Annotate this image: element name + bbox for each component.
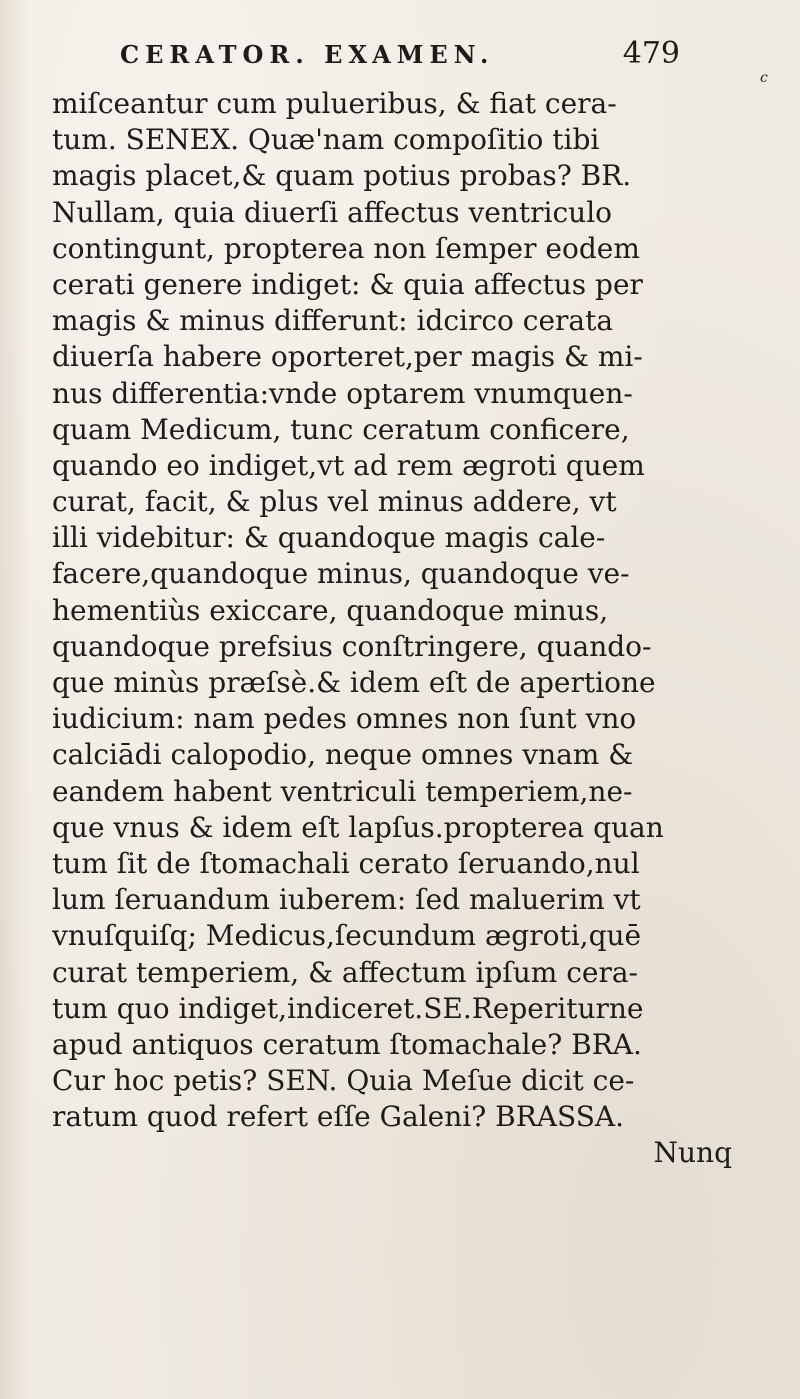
text-line: Nullam, quia diuerſi affectus ventriculo: [52, 195, 613, 229]
text-line: contingunt, propterea non ſemper eodem: [52, 231, 640, 265]
text-line: illi videbitur: & quandoque magis cale-: [52, 521, 606, 555]
page-number: 479: [622, 36, 680, 71]
text-line: quando eo indiget,vt ad rem ægroti quem: [52, 448, 645, 482]
text-line: hementiùs exiccare, quandoque minus,: [52, 593, 609, 627]
text-line: iudicium: nam pedes omnes non ſunt vno: [52, 702, 637, 736]
text-line: calciādi calopodio, neque omnes vnam &: [52, 738, 634, 772]
text-line: nus differentia:vnde optarem vnumquen-: [52, 376, 633, 410]
margin-mark: c: [760, 70, 768, 86]
body-text: [52, 86, 752, 1172]
text-line: que minùs præſsè.& idem eſt de apertione: [52, 666, 656, 699]
text-line: que vnus & idem eſt lapſus.propterea quan: [52, 810, 664, 844]
running-head: CERATOR. EXAMEN.: [120, 40, 495, 69]
text-line: Cur hoc petis? SEN. Quia Meſue dicit ce-: [52, 1064, 635, 1098]
page-header: [120, 34, 680, 80]
text-line: vnuſquiſq; Medicus,ſecundum ægroti,quē: [52, 919, 642, 953]
text-line: lum ſeruandum iuberem: ſed maluerim vt: [52, 883, 641, 917]
text-line: tum. SENEX. Quæ'nam compoſitio tibi: [52, 123, 600, 157]
text-line: curat, facit, & plus vel minus addere, vt: [52, 485, 617, 519]
text-line: quandoque prefsius conſtringere, quando-: [52, 629, 652, 663]
text-line: curat temperiem, & affectum ipſum cera-: [52, 955, 638, 989]
text-line: eandem habent ventriculi temperiem,ne-: [52, 774, 633, 808]
text-line: tum quo indiget,indiceret.SE.Reperiturne: [52, 991, 644, 1025]
text-line: magis & minus differunt: idcirco cerata: [52, 304, 614, 338]
text-line: cerati genere indiget: & quia affectus per: [52, 267, 643, 301]
text-line: facere,quandoque minus, quandoque ve-: [52, 557, 630, 591]
text-line: magis placet,& quam potius probas? BR.: [52, 159, 632, 193]
page-edge-shading: [0, 0, 30, 1399]
text-line: tum ſit de ſtomachali cerato ſeruando,nul: [52, 846, 640, 880]
catchword: Nunq: [653, 1136, 732, 1170]
text-line: ratum quod refert eſſe Galeni? BRASSA.: [52, 1100, 625, 1134]
text-line: quam Medicum, tunc ceratum conficere,: [52, 412, 630, 446]
text-line: apud antiquos ceratum ſtomachale? BRA.: [52, 1027, 642, 1061]
text-line: diuerſa habere oporteret,per magis & mi-: [52, 340, 643, 374]
text-line: miſceantur cum pulueribus, & fiat cera-: [52, 87, 617, 120]
